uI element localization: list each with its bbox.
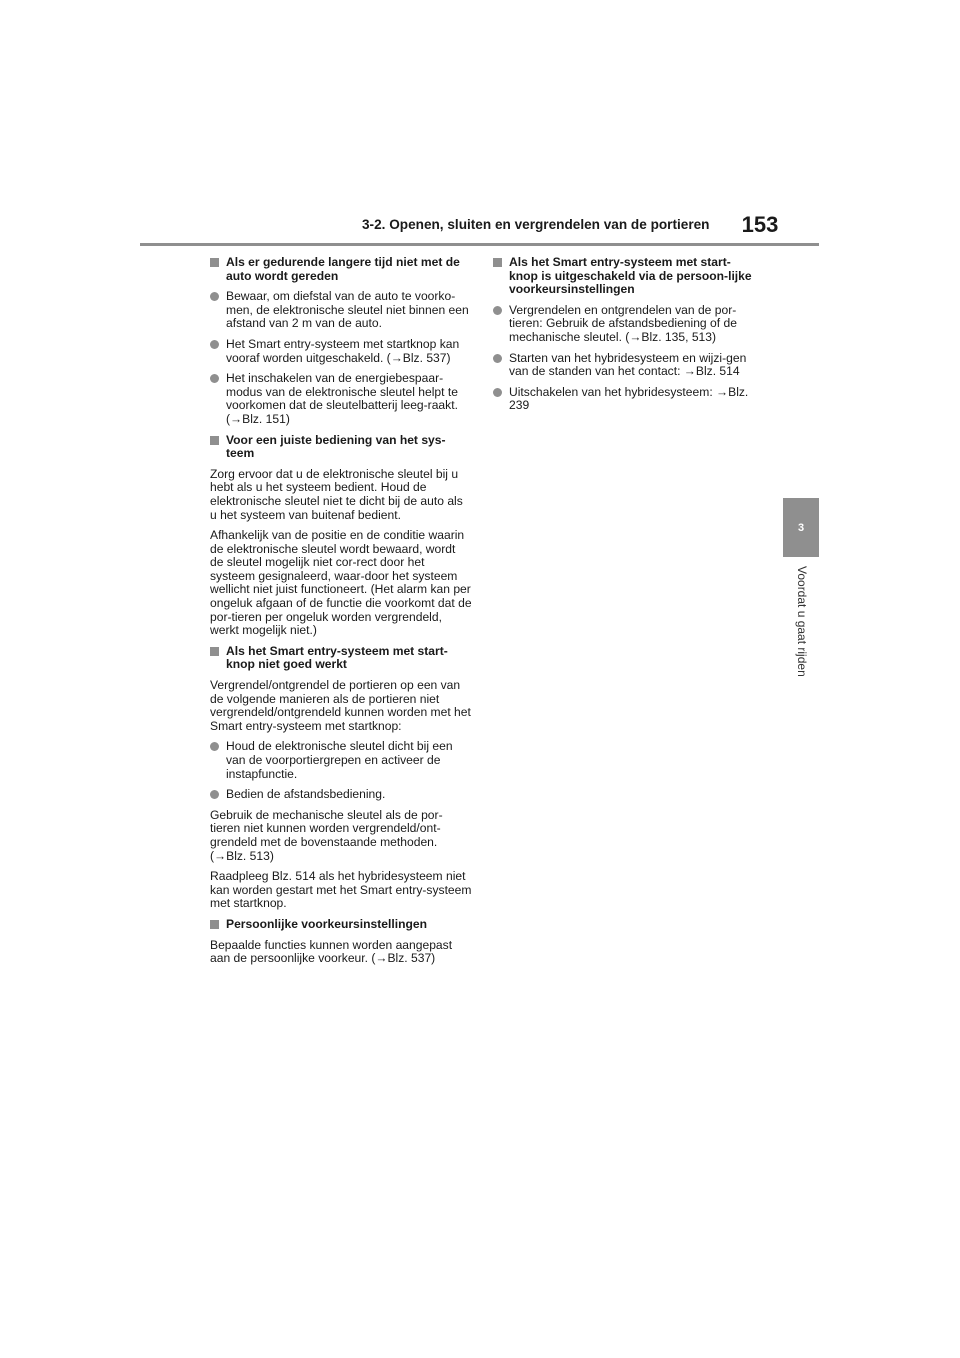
bullet-text: Bedien de afstandsbediening.: [226, 787, 386, 802]
bullet-text: Uitschakelen van het hybridesysteem: →Blz. 239: [509, 384, 749, 413]
bullet-item: [210, 372, 472, 426]
section-heading: [493, 256, 755, 297]
paragraph: Zorg ervoor dat u de elektronische sleutel bij u hebt als u het systeem bedient. Houd de elektronische sleutel niet te dicht bij de auto als u het systeem van buitenaf bedient.: [210, 466, 463, 522]
right-column: [493, 256, 755, 420]
bullet-item: [210, 788, 472, 802]
chapter-number: 3: [797, 521, 805, 534]
circle-bullet-icon: [210, 292, 219, 301]
heading-text: Persoonlijke voorkeursinstellingen: [226, 916, 427, 931]
circle-bullet-icon: [493, 388, 502, 397]
square-marker-icon: [493, 258, 502, 267]
circle-bullet-icon: [493, 354, 502, 363]
square-marker-icon: [210, 920, 219, 929]
bullet-text: Vergrendelen en ontgrendelen van de por-tieren: Gebruik de afstandsbediening of de mechanische sleutel. (→Blz. 135, 513): [509, 302, 737, 344]
bullet-item: [493, 352, 755, 379]
bullet-text: Het Smart entry-systeem met startknop kan vooraf worden uitgeschakeld. (→Blz. 537): [226, 336, 460, 365]
section-heading: [210, 918, 472, 932]
bullet-item: [493, 386, 755, 413]
page-number: 153: [741, 212, 779, 237]
bullet-item: [210, 290, 472, 331]
paragraph: Vergrendel/ontgrendel de portieren op een van de volgende manieren als de portieren niet vergrendeld/ontgrendeld kunnen worden met het Smart entry-systeem met startknop:: [210, 678, 471, 733]
chapter-tab: [783, 498, 819, 557]
header-rule: [140, 243, 819, 246]
section-heading: [210, 645, 472, 672]
section-heading: [210, 434, 472, 461]
bullet-item: [210, 338, 472, 365]
heading-text: Voor een juiste bediening van het sys-teem: [226, 432, 446, 461]
circle-bullet-icon: [210, 742, 219, 751]
paragraph: Afhankelijk van de positie en de conditie waarin de elektronische sleutel wordt bewaard, wordt de sleutel mogelijk niet cor-rect door het systeem gesignaleerd, waar-door het systeem wellicht niet juist functioneert. (Het alarm kan per ongeluk afgaan of de functie die voorkomt dat de por-tieren per ongeluk worden vergrendeld, werkt mogelijk niet.): [210, 528, 472, 638]
bullet-text: Houd de elektronische sleutel dicht bij een van de voorportiergrepen en activeer de instapfunctie.: [226, 739, 453, 781]
circle-bullet-icon: [210, 790, 219, 799]
circle-bullet-icon: [210, 340, 219, 349]
heading-text: Als het Smart entry-systeem met start-knop is uitgeschakeld via de persoon-lijke voorkeursinstellingen: [509, 255, 752, 297]
circle-bullet-icon: [210, 374, 219, 383]
section-title: 3-2. Openen, sluiten en vergrendelen van de portieren: [362, 217, 710, 232]
bullet-text: Bewaar, om diefstal van de auto te voorko-men, de elektronische sleutel niet binnen een afstand van 2 m van de auto.: [226, 289, 469, 331]
bullet-item: [493, 304, 755, 345]
bullet-text: Starten van het hybridesysteem en wijzi-gen van de standen van het contact: →Blz. 514: [509, 350, 747, 379]
square-marker-icon: [210, 258, 219, 267]
square-marker-icon: [210, 647, 219, 656]
paragraph: Raadpleeg Blz. 514 als het hybridesysteem niet kan worden gestart met het Smart entry-systeem met startknop.: [210, 869, 472, 911]
chapter-side-label: Voordat u gaat rijden: [795, 566, 809, 677]
square-marker-icon: [210, 436, 219, 445]
heading-text: Als het Smart entry-systeem met start-knop niet goed werkt: [226, 643, 448, 672]
paragraph: Gebruik de mechanische sleutel als de por-tieren niet kunnen worden vergrendeld/ont-grendeld met de bovenstaande methoden. (→Blz. 513): [210, 807, 443, 863]
section-heading: [210, 256, 472, 283]
circle-bullet-icon: [493, 306, 502, 315]
bullet-text: Het inschakelen van de energiebespaar-modus van de elektronische sleutel helpt te voorkomen dat de sleutelbatterij leeg-raakt. (→Blz. 151): [226, 371, 458, 426]
bullet-item: [210, 740, 472, 781]
paragraph: Bepaalde functies kunnen worden aangepast aan de persoonlijke voorkeur. (→Blz. 537): [210, 937, 453, 966]
heading-text: Als er gedurende langere tijd niet met de auto wordt gereden: [226, 255, 460, 283]
left-column: [210, 256, 472, 973]
